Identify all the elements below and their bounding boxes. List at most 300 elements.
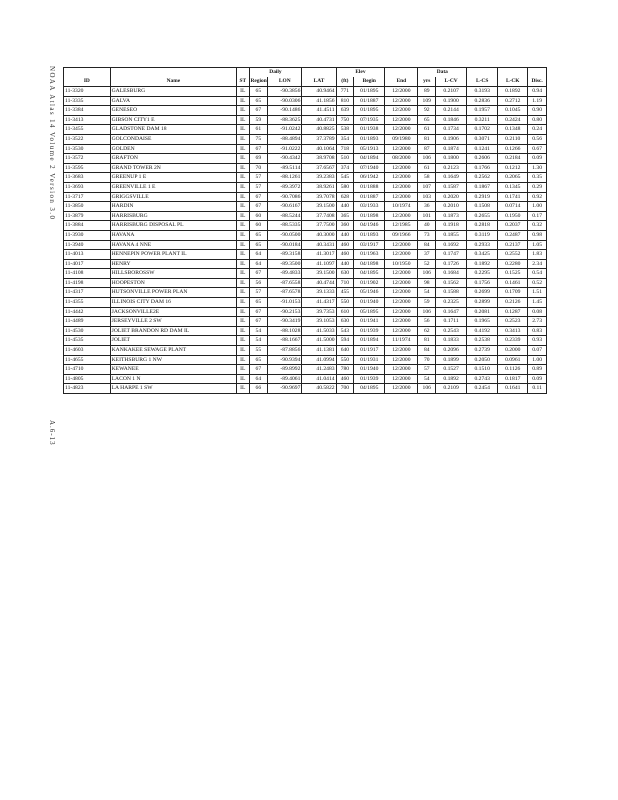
cell-lcv: 0.1873: [436, 211, 467, 221]
cell-lon: -87.6558: [268, 278, 302, 288]
cell-lon: -91.0222: [268, 144, 302, 154]
cell-lon: -90.3419: [268, 317, 302, 327]
cell-begin: 04/1895: [354, 269, 385, 279]
cell-name: JERSEYVILLE 2 SW: [110, 317, 236, 327]
cell-lcv: 0.2020: [436, 192, 467, 202]
cell-lck: 0.1126: [498, 365, 528, 375]
cell-lcv: 0.2107: [436, 87, 467, 97]
cell-end: 12/2000: [385, 355, 418, 365]
cell-id: 11-4805: [64, 374, 111, 384]
cell-end: 12/2000: [385, 173, 418, 183]
table-row: [64, 240, 547, 250]
cell-begin: 01/1893: [354, 230, 385, 240]
cell-lat: 39.1333: [302, 288, 336, 298]
cell-elev: 750: [336, 115, 354, 125]
cell-disc: 0.29: [528, 182, 547, 192]
cell-lat: 41.3017: [302, 250, 336, 260]
cell-yrs: 92: [418, 106, 436, 116]
cell-lcv: 0.1900: [436, 96, 467, 106]
table-row: [64, 173, 547, 183]
cell-lon: -88.1667: [268, 336, 302, 346]
cell-id: 11-3335: [64, 96, 111, 106]
cell-yrs: 98: [418, 278, 436, 288]
cell-st: IL: [237, 115, 249, 125]
cell-end: 12/2000: [385, 125, 418, 135]
header-daily: Daily: [249, 68, 302, 78]
cell-elev: 543: [336, 326, 354, 336]
cell-yrs: 106: [418, 154, 436, 164]
cell-region: 70: [249, 163, 268, 173]
cell-lon: -88.3625: [268, 115, 302, 125]
cell-begin: 03/1933: [354, 202, 385, 212]
station-table: [63, 67, 547, 394]
cell-lck: 0.1709: [498, 288, 528, 298]
table-row: [64, 182, 547, 192]
cell-region: 57: [249, 288, 268, 298]
header-lck: L-CK: [498, 77, 528, 87]
cell-lcv: 0.1527: [436, 365, 467, 375]
cell-lck: 0.2487: [498, 230, 528, 240]
cell-lcs: 0.2050: [467, 355, 498, 365]
cell-end: 12/2000: [385, 307, 418, 317]
cell-elev: 630: [336, 317, 354, 327]
cell-lat: 38.9708: [302, 154, 336, 164]
cell-lon: -91.0242: [268, 125, 302, 135]
cell-lon: -88.1028: [268, 326, 302, 336]
table-row: [64, 154, 547, 164]
table-row: [64, 307, 547, 317]
cell-lat: 41.1856: [302, 96, 336, 106]
cell-st: IL: [237, 163, 249, 173]
cell-disc: 1.51: [528, 288, 547, 298]
cell-lck: 0.1266: [498, 144, 528, 154]
cell-lat: 37.7500: [302, 221, 336, 231]
cell-st: IL: [237, 365, 249, 375]
cell-begin: 04/1898: [354, 259, 385, 269]
cell-lck: 0.2137: [498, 240, 528, 250]
cell-yrs: 109: [418, 96, 436, 106]
table-row: [64, 278, 547, 288]
header-lcs: L-CS: [467, 77, 498, 87]
cell-elev: 510: [336, 154, 354, 164]
cell-region: 65: [249, 87, 268, 97]
table-row: [64, 221, 547, 231]
cell-yrs: 106: [418, 269, 436, 279]
cell-elev: 628: [336, 192, 354, 202]
cell-st: IL: [237, 259, 249, 269]
cell-lon: -90.1486: [268, 106, 302, 116]
table-row: [64, 269, 547, 279]
cell-disc: 0.94: [528, 87, 547, 97]
cell-id: 11-4442: [64, 307, 111, 317]
cell-end: 12/2000: [385, 346, 418, 356]
cell-end: 12/2000: [385, 374, 418, 384]
cell-lcv: 0.2325: [436, 298, 467, 308]
cell-lon: -89.3972: [268, 182, 302, 192]
cell-name: KANKAKEE SEWAGE PLANT: [110, 346, 236, 356]
cell-disc: 0.11: [528, 384, 547, 394]
cell-end: 12/2000: [385, 317, 418, 327]
cell-yrs: 57: [418, 365, 436, 375]
cell-st: IL: [237, 326, 249, 336]
cell-id: 11-3930: [64, 230, 111, 240]
cell-lcs: 0.2562: [467, 173, 498, 183]
cell-name: HAVANA 4 NNE: [110, 240, 236, 250]
cell-lat: 38.9261: [302, 182, 336, 192]
cell-lcv: 0.1800: [436, 154, 467, 164]
cell-lcv: 0.1846: [436, 115, 467, 125]
cell-st: IL: [237, 125, 249, 135]
cell-lcv: 0.1899: [436, 355, 467, 365]
cell-begin: 01/1894: [354, 336, 385, 346]
cell-yrs: 40: [418, 221, 436, 231]
cell-begin: 01/1887: [354, 96, 385, 106]
cell-lcv: 0.2123: [436, 163, 467, 173]
cell-lcv: 0.2010: [436, 202, 467, 212]
cell-end: 12/2000: [385, 288, 418, 298]
cell-region: 75: [249, 134, 268, 144]
cell-lcs: 0.3071: [467, 134, 498, 144]
cell-lat: 41.4317: [302, 298, 336, 308]
cell-disc: 0.32: [528, 221, 547, 231]
cell-lcs: 0.2739: [467, 346, 498, 356]
cell-id: 11-3413: [64, 115, 111, 125]
cell-lat: 41.0414: [302, 374, 336, 384]
cell-lon: -90.6167: [268, 202, 302, 212]
cell-name: HENNEPIN POWER PLANT IL: [110, 250, 236, 260]
cell-end: 12/1985: [385, 221, 418, 231]
cell-disc: 1.19: [528, 96, 547, 106]
cell-lcv: 0.1734: [436, 125, 467, 135]
cell-region: 54: [249, 326, 268, 336]
cell-elev: 460: [336, 250, 354, 260]
cell-lat: 41.5000: [302, 336, 336, 346]
cell-end: 12/2000: [385, 96, 418, 106]
table-row: [64, 365, 547, 375]
cell-yrs: 65: [418, 115, 436, 125]
cell-end: 10/1974: [385, 202, 418, 212]
cell-lck: 0.2000: [498, 346, 528, 356]
cell-lon: -89.4833: [268, 269, 302, 279]
cell-region: 69: [249, 154, 268, 164]
cell-disc: 0.52: [528, 278, 547, 288]
cell-disc: 1.00: [528, 355, 547, 365]
cell-yrs: 106: [418, 307, 436, 317]
cell-elev: 538: [336, 125, 354, 135]
cell-begin: 01/1963: [354, 250, 385, 260]
cell-name: GOLCONDAISE: [110, 134, 236, 144]
cell-lcs: 0.2454: [467, 384, 498, 394]
cell-end: 12/2000: [385, 115, 418, 125]
cell-disc: 0.93: [528, 336, 547, 346]
cell-region: 67: [249, 192, 268, 202]
cell-region: 64: [249, 250, 268, 260]
cell-lcs: 0.3211: [467, 115, 498, 125]
cell-elev: 374: [336, 163, 354, 173]
cell-st: IL: [237, 173, 249, 183]
cell-lcs: 0.2081: [467, 307, 498, 317]
cell-elev: 630: [336, 269, 354, 279]
cell-lck: 0.2110: [498, 134, 528, 144]
cell-name: KEWANEE: [110, 365, 236, 375]
cell-region: 56: [249, 278, 268, 288]
cell-yrs: 61: [418, 163, 436, 173]
cell-yrs: 59: [418, 298, 436, 308]
cell-st: IL: [237, 346, 249, 356]
header-id: ID: [64, 77, 111, 87]
cell-lat: 41.0994: [302, 355, 336, 365]
cell-st: IL: [237, 106, 249, 116]
cell-lon: -89.3158: [268, 250, 302, 260]
cell-name: GOLDEN: [110, 144, 236, 154]
cell-begin: 01/1940: [354, 298, 385, 308]
cell-name: HOOPESTON: [110, 278, 236, 288]
cell-disc: 1.83: [528, 250, 547, 260]
cell-lcv: 0.1855: [436, 230, 467, 240]
cell-elev: 360: [336, 221, 354, 231]
table-row: [64, 106, 547, 116]
cell-lck: 0.3413: [498, 326, 528, 336]
cell-lat: 40.5822: [302, 384, 336, 394]
cell-disc: 0.98: [528, 230, 547, 240]
cell-begin: 03/1917: [354, 240, 385, 250]
cell-lcv: 0.2144: [436, 106, 467, 116]
cell-name: HUTSONVILLE POWER PLAN: [110, 288, 236, 298]
header-region: Region: [249, 77, 268, 87]
cell-lat: 41.2483: [302, 365, 336, 375]
cell-begin: 06/1942: [354, 173, 385, 183]
cell-lon: -89.4061: [268, 374, 302, 384]
cell-region: 60: [249, 221, 268, 231]
cell-begin: 01/1902: [354, 278, 385, 288]
cell-elev: 639: [336, 106, 354, 116]
cell-elev: 440: [336, 230, 354, 240]
cell-region: 60: [249, 211, 268, 221]
cell-lcv: 0.1587: [436, 182, 467, 192]
cell-name: GLADSTONE DAM 18: [110, 125, 236, 135]
table-row: [64, 326, 547, 336]
cell-end: 12/2000: [385, 87, 418, 97]
cell-begin: 01/1895: [354, 106, 385, 116]
cell-yrs: 87: [418, 144, 436, 154]
cell-end: 12/2000: [385, 106, 418, 116]
cell-begin: 01/1893: [354, 134, 385, 144]
cell-lcs: 0.1702: [467, 125, 498, 135]
cell-yrs: 54: [418, 288, 436, 298]
cell-disc: 1.45: [528, 298, 547, 308]
cell-id: 11-4355: [64, 298, 111, 308]
cell-elev: 365: [336, 211, 354, 221]
cell-begin: 05/1895: [354, 307, 385, 317]
cell-id: 11-3522: [64, 134, 111, 144]
cell-lon: -90.2153: [268, 307, 302, 317]
cell-lon: -90.3856: [268, 87, 302, 97]
cell-id: 11-4655: [64, 355, 111, 365]
cell-st: IL: [237, 298, 249, 308]
cell-lcs: 0.2538: [467, 336, 498, 346]
header-ft: (ft): [336, 77, 354, 87]
table-row: [64, 125, 547, 135]
cell-name: HARRISBURG: [110, 211, 236, 221]
cell-begin: 07/1940: [354, 163, 385, 173]
header-name: Name: [110, 77, 236, 87]
cell-lck: 0.2280: [498, 259, 528, 269]
cell-lcv: 0.1647: [436, 307, 467, 317]
cell-yrs: 89: [418, 87, 436, 97]
cell-name: JOLIET BRANDON RD DAM IL: [110, 326, 236, 336]
cell-yrs: 73: [418, 230, 436, 240]
cell-begin: 01/1895: [354, 87, 385, 97]
cell-lcs: 0.2655: [467, 211, 498, 221]
cell-st: IL: [237, 374, 249, 384]
cell-name: GIBSON CITY1 E: [110, 115, 236, 125]
cell-name: GREENUP 1 E: [110, 173, 236, 183]
cell-disc: 0.17: [528, 211, 547, 221]
cell-elev: 550: [336, 355, 354, 365]
cell-lat: 40.8825: [302, 125, 336, 135]
cell-st: IL: [237, 307, 249, 317]
cell-elev: 810: [336, 96, 354, 106]
header-yrs: yrs: [418, 77, 436, 87]
cell-disc: 1.05: [528, 240, 547, 250]
cell-yrs: 84: [418, 346, 436, 356]
cell-lon: -89.8992: [268, 365, 302, 375]
table-row: [64, 96, 547, 106]
cell-st: IL: [237, 230, 249, 240]
cell-begin: 01/1931: [354, 355, 385, 365]
cell-name: GRAFTON: [110, 154, 236, 164]
cell-region: 66: [249, 384, 268, 394]
cell-lcv: 0.1684: [436, 269, 467, 279]
cell-st: IL: [237, 269, 249, 279]
cell-elev: 455: [336, 288, 354, 298]
cell-lon: -88.1261: [268, 173, 302, 183]
cell-lck: 0.1212: [498, 163, 528, 173]
cell-lck: 0.2184: [498, 154, 528, 164]
cell-region: 67: [249, 202, 268, 212]
cell-disc: 1.00: [528, 202, 547, 212]
cell-name: JACKSONVILLE2E: [110, 307, 236, 317]
cell-id: 11-4017: [64, 259, 111, 269]
cell-id: 11-4013: [64, 250, 111, 260]
cell-begin: 07/1935: [354, 115, 385, 125]
cell-disc: 0.24: [528, 125, 547, 135]
table-row: [64, 288, 547, 298]
cell-id: 11-3384: [64, 106, 111, 116]
cell-lat: 39.7353: [302, 307, 336, 317]
cell-lcv: 0.1918: [436, 221, 467, 231]
table-row: [64, 336, 547, 346]
cell-id: 11-3683: [64, 173, 111, 183]
cell-end: 12/2000: [385, 269, 418, 279]
cell-id: 11-3884: [64, 221, 111, 231]
cell-lck: 0.2037: [498, 221, 528, 231]
cell-elev: 594: [336, 336, 354, 346]
cell-st: IL: [237, 336, 249, 346]
cell-begin: 01/1939: [354, 374, 385, 384]
cell-lck: 0.1892: [498, 87, 528, 97]
cell-yrs: 81: [418, 336, 436, 346]
cell-region: 65: [249, 230, 268, 240]
cell-name: LA HARPE 1 SW: [110, 384, 236, 394]
cell-lcv: 0.1711: [436, 317, 467, 327]
table-row: [64, 192, 547, 202]
cell-elev: 610: [336, 307, 354, 317]
cell-region: 59: [249, 115, 268, 125]
cell-lck: 0.1817: [498, 374, 528, 384]
cell-name: LACON 1 N: [110, 374, 236, 384]
cell-end: 12/2000: [385, 278, 418, 288]
cell-name: HARRISBURG DISPOSAL PL: [110, 221, 236, 231]
cell-end: 12/2000: [385, 250, 418, 260]
cell-st: IL: [237, 154, 249, 164]
table-header: [64, 68, 547, 87]
cell-lck: 0.1950: [498, 211, 528, 221]
cell-disc: 0.89: [528, 365, 547, 375]
cell-id: 11-3717: [64, 192, 111, 202]
cell-st: IL: [237, 182, 249, 192]
cell-yrs: 106: [418, 384, 436, 394]
cell-lon: -89.5114: [268, 163, 302, 173]
table-row: [64, 144, 547, 154]
cell-id: 11-4530: [64, 326, 111, 336]
header-elev: Elev: [336, 68, 385, 78]
cell-lat: 40.4744: [302, 278, 336, 288]
cell-lcs: 0.2699: [467, 288, 498, 298]
cell-yrs: 70: [418, 355, 436, 365]
cell-lon: -88.5244: [268, 211, 302, 221]
cell-id: 11-4489: [64, 317, 111, 327]
cell-lck: 0.2523: [498, 317, 528, 327]
cell-id: 11-4603: [64, 346, 111, 356]
cell-lck: 0.1461: [498, 278, 528, 288]
cell-lcs: 0.3119: [467, 230, 498, 240]
cell-lck: 0.1741: [498, 192, 528, 202]
cell-lcs: 0.3425: [467, 250, 498, 260]
cell-end: 10/1950: [385, 259, 418, 269]
cell-region: 67: [249, 106, 268, 116]
cell-id: 11-4108: [64, 269, 111, 279]
cell-lcv: 0.1833: [436, 336, 467, 346]
cell-id: 11-3850: [64, 202, 111, 212]
header-lcv: L-CV: [436, 77, 467, 87]
table-row: [64, 134, 547, 144]
cell-end: 12/2000: [385, 365, 418, 375]
cell-region: 65: [249, 355, 268, 365]
cell-end: 12/2000: [385, 182, 418, 192]
cell-begin: 04/1946: [354, 221, 385, 231]
cell-region: 67: [249, 144, 268, 154]
cell-yrs: 101: [418, 211, 436, 221]
cell-lcs: 0.1965: [467, 317, 498, 327]
cell-name: HENRY: [110, 259, 236, 269]
cell-begin: 05/1946: [354, 288, 385, 298]
cell-lat: 37.6567: [302, 163, 336, 173]
table-row: [64, 230, 547, 240]
cell-lat: 37.7408: [302, 211, 336, 221]
cell-end: 12/2000: [385, 211, 418, 221]
cell-name: GREENVILLE 1 E: [110, 182, 236, 192]
cell-lcv: 0.1906: [436, 134, 467, 144]
cell-lat: 39.7078: [302, 192, 336, 202]
cell-begin: 01/1887: [354, 192, 385, 202]
cell-id: 11-3320: [64, 87, 111, 97]
table-row: [64, 355, 547, 365]
cell-end: 12/2000: [385, 192, 418, 202]
cell-lcs: 0.2933: [467, 240, 498, 250]
cell-end: 12/2000: [385, 384, 418, 394]
cell-name: GRIGGSVILLE: [110, 192, 236, 202]
